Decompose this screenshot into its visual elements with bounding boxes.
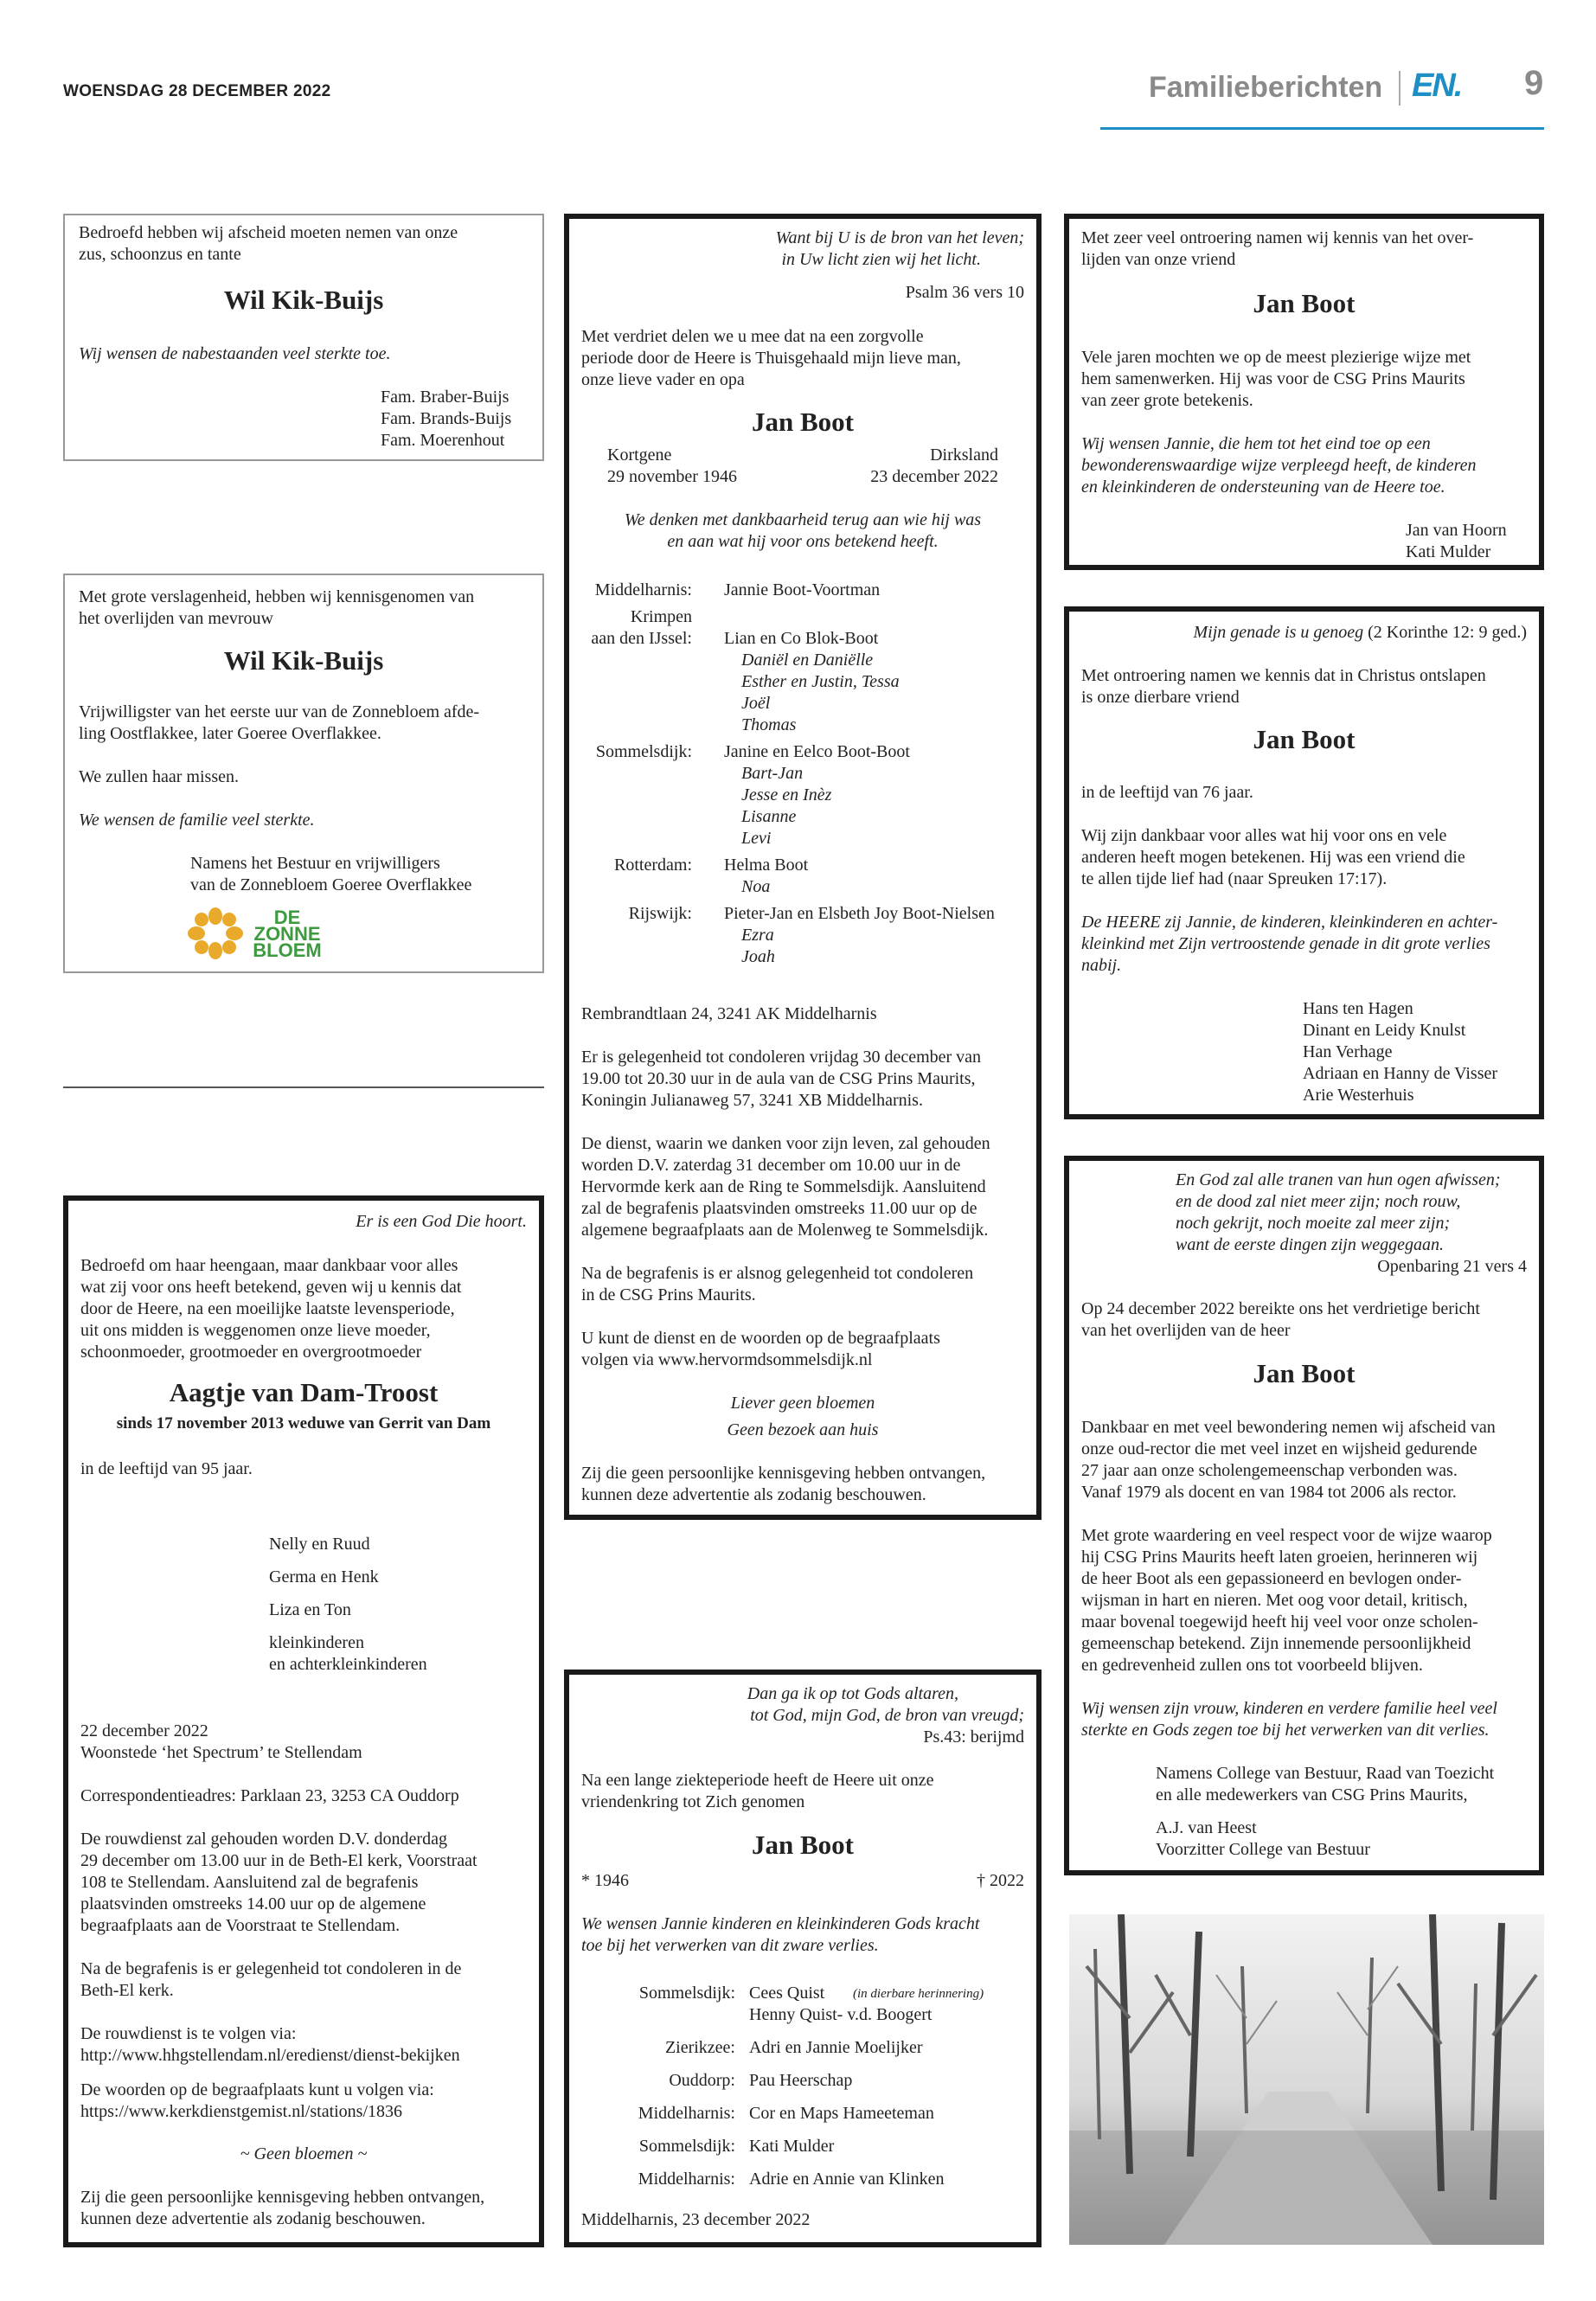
condolence-line: Na de begrafenis is er gelegenheid tot condoleren in de bbox=[80, 1959, 462, 1978]
family-member: Pieter-Jan en Elsbeth Joy Boot-Nielsen bbox=[724, 904, 995, 923]
signature: Fam. Braber-Buijs bbox=[381, 388, 510, 407]
notice-jan-boot-colleagues bbox=[1064, 214, 1544, 570]
death-place: Dirksland bbox=[930, 445, 998, 465]
verse-reference: Ps.43: berijmd bbox=[923, 1727, 1024, 1747]
bible-verse: Want bij U is de bron van het leven; bbox=[775, 228, 1024, 247]
signature: Fam. Moerenhout bbox=[381, 431, 505, 450]
body-line: en gedrevenheid zullen ons tot voorbeeld blijven. bbox=[1081, 1656, 1423, 1675]
intro-line: vriendenkring tot Zich genomen bbox=[581, 1792, 805, 1811]
friend-place: Sommelsdijk: bbox=[638, 1984, 735, 2003]
signature: Fam. Brands-Buijs bbox=[381, 409, 512, 428]
stream-link: https://www.kerkdienstgemist.nl/stations/1836 bbox=[80, 2102, 403, 2121]
grandchild: Thomas bbox=[741, 715, 797, 734]
wish-text: sterkte en Gods zegen toe bij het verwerken van dit verlies. bbox=[1081, 1721, 1490, 1740]
intro-line: Met ontroering namen we kennis dat in Christus ontslapen bbox=[1081, 666, 1486, 685]
grandchild: Bart-Jan bbox=[741, 764, 804, 783]
stream-line: volgen via www.hervormdsommelsdijk.nl bbox=[581, 1350, 873, 1369]
intro-line: wat zij voor ons heeft betekend, geven wij u kennis dat bbox=[80, 1278, 462, 1297]
intro-line: lijden van onze vriend bbox=[1081, 250, 1236, 269]
signature: Arie Westerhuis bbox=[1303, 1086, 1414, 1105]
deceased-name: Wil Kik-Buijs bbox=[223, 285, 384, 315]
wish-text: De HEERE zij Jannie, de kinderen, kleinkinderen en achter- bbox=[1081, 913, 1498, 932]
bible-verse: want de eerste dingen zijn weggegaan. bbox=[1176, 1235, 1444, 1254]
notice-aagtje-van-dam-troost bbox=[63, 1195, 544, 2247]
stream-line: De woorden op de begraafplaats kunt u volgen via: bbox=[80, 2080, 434, 2099]
friend-name: Pau Heerschap bbox=[749, 2071, 853, 2090]
body-line: wijsman in hart en nieren. Met oog voor detail, kritisch, bbox=[1081, 1591, 1468, 1610]
closing-line: Zij die geen persoonlijke kennisgeving hebben ontvangen, bbox=[581, 1464, 986, 1483]
birth-date: 29 november 1946 bbox=[607, 467, 737, 486]
header-divider bbox=[1399, 71, 1401, 106]
grandchild: Ezra bbox=[741, 926, 774, 945]
condolence-line: 19.00 tot 20.30 uur in de aula van de CSG Prins Maurits, bbox=[581, 1069, 976, 1088]
page-number: 9 bbox=[1524, 64, 1544, 102]
body-line: onze oud-rector die met veel inzet en wijsheid gedurende bbox=[1081, 1439, 1477, 1458]
column-separator bbox=[63, 1086, 544, 1088]
body-line: gemeenschap betekend. Zijn innemende persoonlijkheid bbox=[1081, 1634, 1471, 1653]
wish-text: Wij wensen de nabestaanden veel sterkte toe. bbox=[79, 344, 391, 363]
place-line: Woonstede ‘het Spectrum’ te Stellendam bbox=[80, 1743, 362, 1762]
service-line: Hervormde kerk aan de Ring te Sommelsdijk. Aansluitend bbox=[581, 1177, 986, 1196]
deceased-name: Jan Boot bbox=[752, 1830, 854, 1860]
wish-text: en kleinkinderen de ondersteuning van de Heere toe. bbox=[1081, 478, 1445, 497]
intro-line: is onze dierbare vriend bbox=[1081, 688, 1240, 707]
body-line: Dankbaar en met veel bewondering nemen wij afscheid van bbox=[1081, 1418, 1496, 1437]
condolence-line: Beth-El kerk. bbox=[80, 1981, 174, 2000]
grandchild: Joah bbox=[741, 947, 775, 966]
deceased-name: Aagtje van Dam-Troost bbox=[169, 1377, 439, 1407]
service-line: 29 december om 13.00 uur in de Beth-El kerk, Voorstraat bbox=[80, 1851, 478, 1870]
service-line: algemene begraafplaats aan de Molenweg te Sommelsdijk. bbox=[581, 1221, 989, 1240]
age-line: in de leeftijd van 76 jaar. bbox=[1081, 783, 1253, 802]
condolence-line: in de CSG Prins Maurits. bbox=[581, 1285, 756, 1304]
bible-verse: Dan ga ik op tot Gods altaren, bbox=[747, 1684, 958, 1703]
family-member: Lian en Co Blok-Boot bbox=[724, 629, 879, 648]
intro-line: Bedroefd hebben wij afscheid moeten nemen van onze bbox=[79, 223, 458, 242]
service-line: zal de begrafenis plaatsvinden omstreeks 11.00 uur op de bbox=[581, 1199, 977, 1218]
condolence-line: Er is gelegenheid tot condoleren vrijdag 30 december van bbox=[581, 1048, 982, 1067]
intro-line: Na een lange ziekteperiode heeft de Heere uit onze bbox=[581, 1771, 934, 1790]
signature: Namens College van Bestuur, Raad van Toezicht bbox=[1156, 1764, 1495, 1783]
deceased-name: Jan Boot bbox=[752, 407, 854, 437]
memory-line: en aan wat hij voor ons betekend heeft. bbox=[667, 532, 939, 551]
grandchild: Daniël en Daniëlle bbox=[741, 651, 874, 670]
intro-line: schoonmoeder, grootmoeder en overgrootmoeder bbox=[80, 1343, 422, 1362]
friend-name: Cor en Maps Hameeteman bbox=[749, 2104, 934, 2123]
death-year: † 2022 bbox=[977, 1871, 1024, 1890]
body-line: Vrijwilligster van het eerste uur van de Zonnebloem afde- bbox=[79, 702, 480, 721]
body-line: anderen heeft mogen betekenen. Hij was een vriend die bbox=[1081, 848, 1465, 867]
intro-line: Bedroefd om haar heengaan, maar dankbaar voor alles bbox=[80, 1256, 458, 1275]
wish-text: We wensen de familie veel sterkte. bbox=[79, 811, 315, 830]
service-line: begraafplaats aan de Voorstraat te Stellendam. bbox=[80, 1916, 401, 1935]
date-line: 22 december 2022 bbox=[80, 1721, 208, 1740]
friend-place: Zierikzee: bbox=[664, 2038, 735, 2057]
service-line: De rouwdienst zal gehouden worden D.V. donderdag bbox=[80, 1830, 447, 1849]
friend-place: Middelharnis: bbox=[638, 2170, 735, 2189]
bible-verse: Er is een God Die hoort. bbox=[356, 1212, 527, 1231]
verse-reference: Psalm 36 vers 10 bbox=[905, 283, 1024, 302]
wish-text: Wij wensen zijn vrouw, kinderen en verdere familie heel veel bbox=[1081, 1699, 1497, 1718]
intro-line: door de Heere, na een moeilijke laatste levensperiode, bbox=[80, 1299, 455, 1318]
signature: A.J. van Heest bbox=[1156, 1818, 1257, 1837]
closing-line: Zij die geen persoonlijke kennisgeving hebben ontvangen, bbox=[80, 2188, 485, 2207]
notice-wil-kik-buijs-family bbox=[63, 214, 544, 461]
stream-line: U kunt de dienst en de woorden op de begraafplaats bbox=[581, 1329, 940, 1348]
body-line: Wij zijn dankbaar voor alles wat hij voor ons en vele bbox=[1081, 826, 1447, 845]
grandchild: Jesse en Inèz bbox=[741, 785, 832, 804]
signature: Hans ten Hagen bbox=[1303, 999, 1413, 1018]
intro-line: Met verdriet delen we u mee dat na een zorgvolle bbox=[581, 327, 924, 346]
grandchild: Joël bbox=[741, 694, 771, 713]
service-line: worden D.V. zaterdag 31 december om 10.00 uur in de bbox=[581, 1156, 961, 1175]
age-line: in de leeftijd van 95 jaar. bbox=[80, 1459, 253, 1478]
family-member: Jannie Boot-Voortman bbox=[724, 580, 881, 599]
family-name: Liza en Ton bbox=[269, 1600, 351, 1619]
signature: Namens het Bestuur en vrijwilligers bbox=[190, 854, 440, 873]
zonnebloem-flower-icon bbox=[186, 907, 245, 959]
body-line: ling Oostflakkee, later Goeree Overflakkee. bbox=[79, 724, 381, 743]
verse-reference: (2 Korinthe 12: 9 ged.) bbox=[1368, 623, 1527, 642]
intro-line: periode door de Heere is Thuisgehaald mijn lieve man, bbox=[581, 349, 961, 368]
intro-line: zus, schoonzus en tante bbox=[79, 245, 241, 264]
signature: Voorzitter College van Bestuur bbox=[1156, 1840, 1370, 1859]
family-name: kleinkinderen bbox=[269, 1633, 364, 1652]
verse-text: Mijn genade is u genoeg bbox=[1193, 623, 1364, 642]
zonnebloem-logo-text: BLOEM bbox=[253, 939, 322, 961]
body-line: te allen tijde lief had (naar Spreuken 17:17). bbox=[1081, 869, 1388, 888]
body-line: Vele jaren mochten we op de meest plezierige wijze met bbox=[1081, 348, 1471, 367]
body-line: hem samenwerken. Hij was voor de CSG Prins Maurits bbox=[1081, 369, 1465, 388]
birth-place: Kortgene bbox=[607, 445, 672, 465]
grandchild: Levi bbox=[741, 829, 772, 848]
condolence-line: Koningin Julianaweg 57, 3241 XB Middelharnis. bbox=[581, 1091, 923, 1110]
signature: Kati Mulder bbox=[1406, 542, 1491, 561]
family-place: Rotterdam: bbox=[614, 856, 692, 875]
notice-jan-boot-friends bbox=[564, 1670, 1042, 2247]
wish-text: bewonderenswaardige wijze verpleegd heeft, de kinderen bbox=[1081, 456, 1477, 475]
signature: Adriaan en Hanny de Visser bbox=[1303, 1064, 1498, 1083]
stream-line: De rouwdienst is te volgen via: bbox=[80, 2024, 297, 2043]
zonnebloem-logo-text: DE bbox=[273, 907, 301, 928]
family-name: en achterkleinkinderen bbox=[269, 1655, 427, 1674]
family-name: Nelly en Ruud bbox=[269, 1535, 370, 1554]
wish-text: toe bij het verwerken van dit zware verlies. bbox=[581, 1936, 879, 1955]
closing-line: kunnen deze advertentie als zodanig beschouwen. bbox=[581, 1485, 926, 1504]
notice-jan-boot-family bbox=[564, 214, 1042, 1520]
death-date: 23 december 2022 bbox=[870, 467, 998, 486]
intro-line: Met zeer veel ontroering namen wij kennis van het over- bbox=[1081, 228, 1474, 247]
grandchild: Noa bbox=[741, 877, 771, 896]
correspondence-address: Correspondentieadres: Parklaan 23, 3253 CA Ouddorp bbox=[80, 1786, 459, 1805]
family-place: Sommelsdijk: bbox=[595, 742, 692, 761]
signature: Jan van Hoorn bbox=[1406, 521, 1507, 540]
family-place: Krimpen bbox=[630, 607, 692, 626]
no-flowers: ~ Geen bloemen ~ bbox=[240, 2144, 368, 2163]
bible-verse bbox=[1194, 622, 1527, 644]
service-line: De dienst, waarin we danken voor zijn leven, zal gehouden bbox=[581, 1134, 990, 1153]
bible-verse: noch gekrijt, noch moeite zal meer zijn; bbox=[1176, 1214, 1451, 1233]
issue-date: WOENSDAG 28 DECEMBER 2022 bbox=[63, 82, 331, 100]
body-line: Met grote waardering en veel respect voor de wijze waarop bbox=[1081, 1526, 1492, 1545]
intro-line: Op 24 december 2022 bereikte ons het verdrietige bericht bbox=[1081, 1299, 1480, 1318]
deceased-name: Wil Kik-Buijs bbox=[223, 645, 384, 676]
intro-line: onze lieve vader en opa bbox=[581, 370, 745, 389]
no-visits: Geen bezoek aan huis bbox=[727, 1420, 879, 1439]
signature: en alle medewerkers van CSG Prins Maurits, bbox=[1156, 1785, 1468, 1804]
intro-line: uit ons midden is weggenomen onze lieve moeder, bbox=[80, 1321, 431, 1340]
family-place: Rijswijk: bbox=[628, 904, 692, 923]
wish-text: kleinkind met Zijn vertroostende genade in dit grote verlies bbox=[1081, 934, 1490, 953]
friend-name: Kati Mulder bbox=[749, 2137, 835, 2156]
body-line: We zullen haar missen. bbox=[79, 767, 239, 786]
friend-name: Cees Quist bbox=[749, 1984, 825, 2003]
wish-text: Wij wensen Jannie, die hem tot het eind toe op een bbox=[1081, 434, 1431, 453]
no-flowers: Liever geen bloemen bbox=[730, 1394, 875, 1413]
body-line: hij CSG Prins Maurits heeft laten groeien, herinneren wij bbox=[1081, 1548, 1478, 1567]
notice-wil-kik-buijs-zonnebloem bbox=[63, 574, 544, 973]
header-rule bbox=[1100, 127, 1544, 130]
signature: Dinant en Leidy Knulst bbox=[1303, 1021, 1466, 1040]
closing-line: kunnen deze advertentie als zodanig beschouwen. bbox=[80, 2209, 426, 2228]
grandchild: Esther en Justin, Tessa bbox=[741, 672, 900, 691]
signature: Han Verhage bbox=[1303, 1042, 1393, 1061]
stream-link: http://www.hhgstellendam.nl/eredienst/dienst-bekijken bbox=[80, 2046, 460, 2065]
wish-text: We wensen Jannie kinderen en kleinkinderen Gods kracht bbox=[581, 1914, 980, 1933]
family-place: aan den IJssel: bbox=[591, 629, 692, 648]
friend-note: (in dierbare herinnering) bbox=[853, 1987, 984, 2001]
grandchild: Lisanne bbox=[741, 807, 797, 826]
friend-place: Middelharnis: bbox=[638, 2104, 735, 2123]
widow-line: sinds 17 november 2013 weduwe van Gerrit van Dam bbox=[116, 1414, 491, 1433]
memory-line: We denken met dankbaarheid terug aan wie hij was bbox=[624, 510, 982, 529]
friend-place: Sommelsdijk: bbox=[638, 2137, 735, 2156]
notice-jan-boot-friends-2 bbox=[1064, 606, 1544, 1119]
family-member: Helma Boot bbox=[724, 856, 809, 875]
deceased-name: Jan Boot bbox=[1253, 1358, 1356, 1388]
intro-line: Met grote verslagenheid, hebben wij kennisgenomen van bbox=[79, 587, 475, 606]
bible-verse: en de dood zal niet meer zijn; noch rouw, bbox=[1176, 1192, 1461, 1211]
forest-path-photo bbox=[1069, 1914, 1544, 2245]
bible-verse: in Uw licht zien wij het licht. bbox=[781, 250, 981, 269]
home-address: Rembrandtlaan 24, 3241 AK Middelharnis bbox=[581, 1004, 877, 1023]
signature: van de Zonnebloem Goeree Overflakkee bbox=[190, 875, 472, 894]
family-member: Janine en Eelco Boot-Boot bbox=[724, 742, 910, 761]
notice-jan-boot-school bbox=[1064, 1156, 1544, 1875]
friend-name: Henny Quist- v.d. Boogert bbox=[749, 2005, 933, 2024]
body-line: Vanaf 1979 als docent en van 1984 tot 2006 als rector. bbox=[1081, 1483, 1457, 1502]
deceased-name: Jan Boot bbox=[1253, 724, 1356, 754]
bible-verse: En God zal alle tranen van hun ogen afwissen; bbox=[1176, 1170, 1501, 1189]
zonnebloem-logo-text: ZONNE bbox=[253, 923, 321, 945]
body-line: maar bovenal toegewijd heeft hij veel voor onze scholen- bbox=[1081, 1612, 1478, 1631]
wish-text: nabij. bbox=[1081, 956, 1122, 975]
date-line: Middelharnis, 23 december 2022 bbox=[581, 2210, 811, 2229]
service-line: plaatsvinden omstreeks 14.00 uur op de algemene bbox=[80, 1894, 426, 1913]
newspaper-logo: EN. bbox=[1412, 67, 1462, 104]
bible-verse: tot God, mijn God, de bron van vreugd; bbox=[750, 1706, 1024, 1725]
condolence-line: Na de begrafenis is er alsnog gelegenheid tot condoleren bbox=[581, 1264, 974, 1283]
family-place: Middelharnis: bbox=[594, 580, 692, 599]
service-line: 108 te Stellendam. Aansluitend zal de begrafenis bbox=[80, 1873, 419, 1892]
friend-name: Adrie en Annie van Klinken bbox=[749, 2170, 945, 2189]
verse-reference: Openbaring 21 vers 4 bbox=[1377, 1257, 1527, 1276]
deceased-name: Jan Boot bbox=[1253, 288, 1356, 318]
body-line: 27 jaar aan onze scholengemeenschap verbonden was. bbox=[1081, 1461, 1458, 1480]
intro-line: van het overlijden van de heer bbox=[1081, 1321, 1291, 1340]
birth-year: * 1946 bbox=[581, 1871, 629, 1890]
family-name: Germa en Henk bbox=[269, 1567, 379, 1586]
body-line: de heer Boot als een gepassioneerd en bevlogen onder- bbox=[1081, 1569, 1462, 1588]
intro-line: het overlijden van mevrouw bbox=[79, 609, 273, 628]
friend-name: Adri en Jannie Moelijker bbox=[749, 2038, 923, 2057]
body-line: van zeer grote betekenis. bbox=[1081, 391, 1253, 410]
friend-place: Ouddorp: bbox=[669, 2071, 735, 2090]
section-title: Familieberichten bbox=[1149, 71, 1383, 104]
